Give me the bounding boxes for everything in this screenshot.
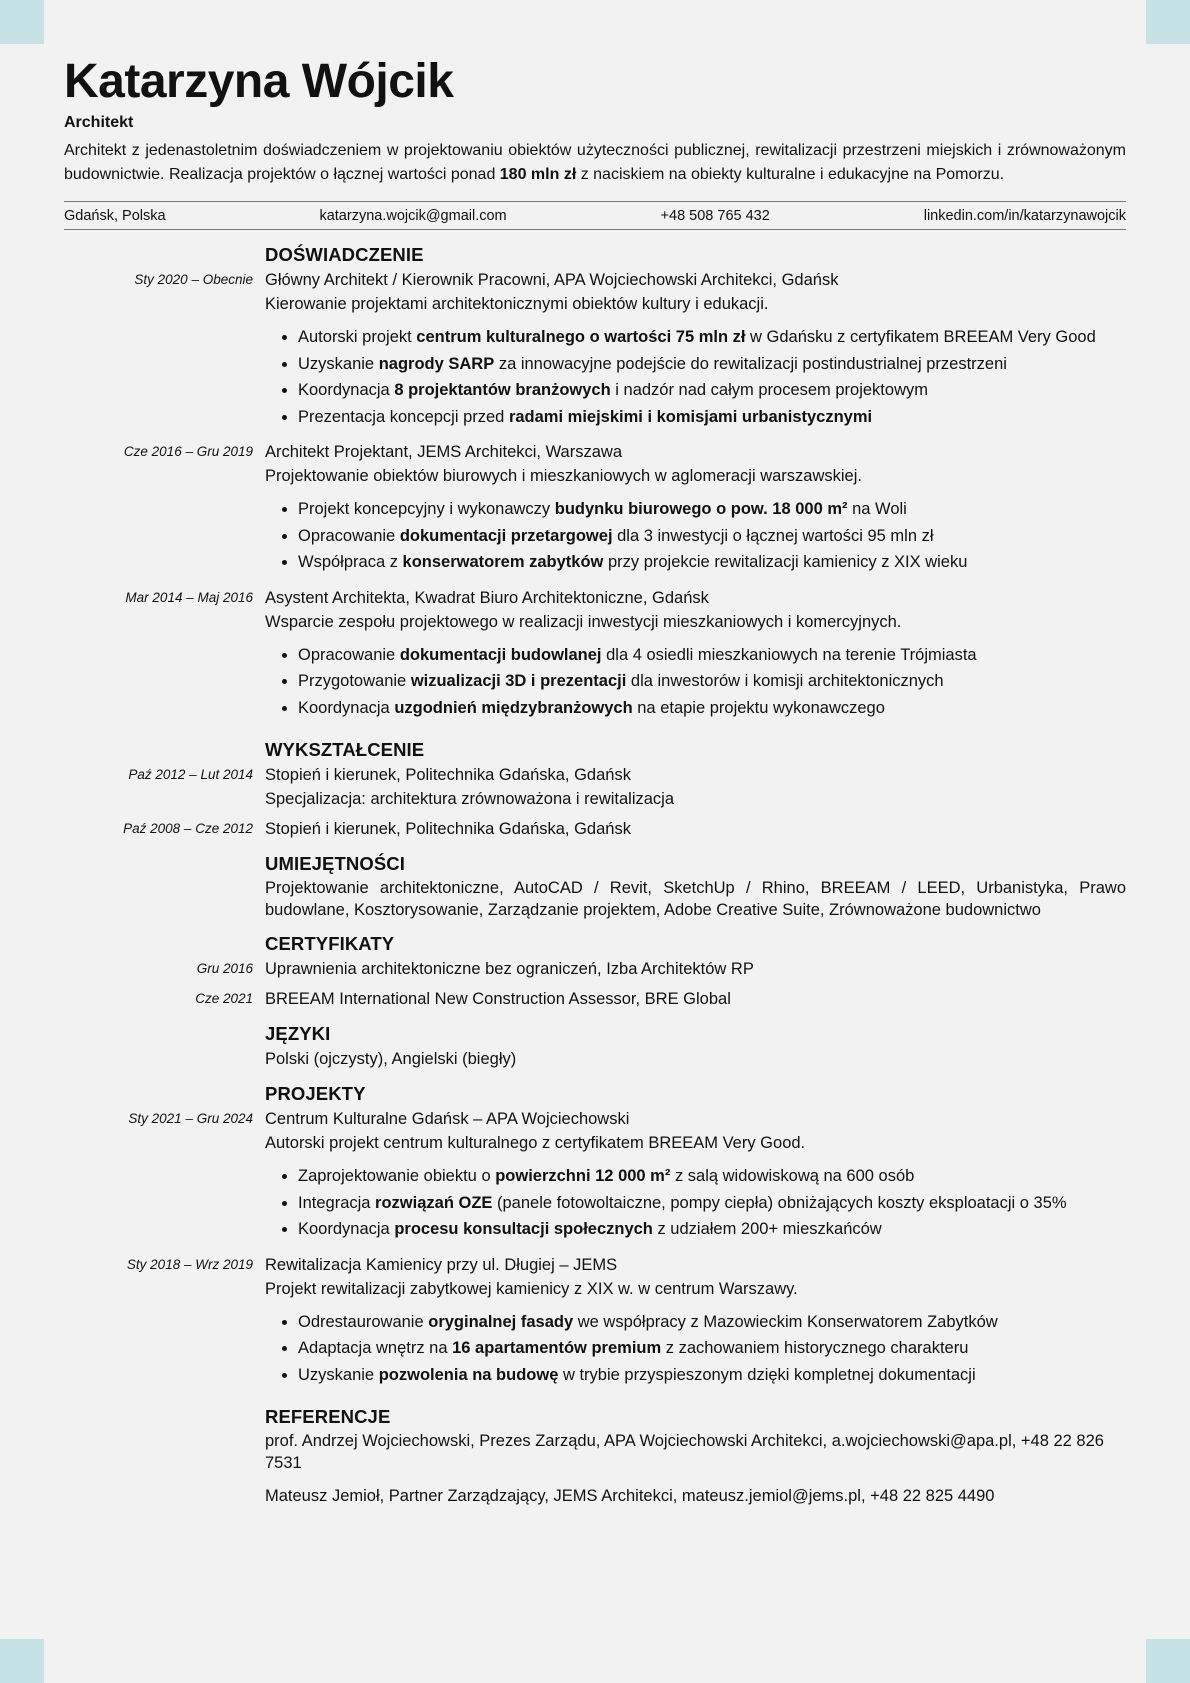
bullet-item [298,404,1126,431]
bullet-text: Integracja [298,1193,376,1212]
bullet-text-end: na Woli [847,500,907,518]
bullet-text-end: przy projekcie rewitalizacji kamienicy z XIX wieku [603,553,968,571]
skills-text: Projektowanie architektoniczne, AutoCAD / Revit, SketchUp / Rhino, BREEAM / LEED, Urbanistyka, Prawo budowlane, Kosztorysowanie, Zarządzanie projektem, Adobe Creative Suite, Zrównoważone budownictwo [265,879,1126,919]
candidate-role: Architekt [64,114,134,131]
entry-body [265,268,1126,434]
bullet-highlight: powierzchni 12 000 m² [495,1167,671,1185]
entry-body [265,586,1126,726]
bullet-highlight: radami miejskimi i komisjami urbanistycznymi [508,407,873,426]
entry-heading: Stopień i kierunek, Politechnika Gdańska, Gdańsk [265,820,631,838]
section-title: DOŚWIADCZENIE [265,244,424,265]
reference-item: prof. Andrzej Wojciechowski, Prezes Zarządu, APA Wojciechowski Architekci, a.wojciechowski@apa.pl, +48 22 826 7531 [265,1432,1104,1472]
list-item [64,763,1126,811]
entry-description: Projekt rewitalizacji zabytkowej kamienicy z XIX w. w centrum Warszawy. [265,1279,798,1298]
summary [64,139,1126,187]
bullet-item [298,1335,1126,1362]
entry-description: Kierowanie projektami architektonicznymi obiektów kultury i edukacji. [265,295,769,313]
list-item [64,268,1126,434]
section-languages [64,1021,1126,1071]
contact-phone[interactable]: +48 508 765 432 [660,207,770,224]
entry-date: Cze 2021 [195,991,253,1006]
bullet-text: Współpraca z [298,553,403,571]
bullet-highlight: 8 projektantów branżowych [394,381,611,399]
bullet-text: Odrestaurowanie [298,1312,429,1331]
bullet-highlight: oryginalnej fasady [428,1312,574,1331]
bullet-text-end: z udziałem 200+ mieszkańców [652,1220,882,1238]
list-item [64,817,1126,841]
entry-date: Cze 2016 – Gru 2019 [123,444,253,459]
section-references [64,1404,1126,1512]
bullet-text-end: z salą widowiskową na 600 osób [670,1167,915,1185]
bullet-text-end: (panele fotowoltaiczne, pompy ciepła) obniżających koszty eksploatacji o 35% [492,1193,1067,1212]
section-title: WYKSZTAŁCENIE [265,739,425,760]
entry-date: Mar 2014 – Maj 2016 [125,589,253,605]
bullet-item [298,695,1126,722]
bullet-item [298,496,1126,523]
entry-body [265,1107,1126,1247]
bullet-item [298,549,1126,576]
section-certificates [64,931,1126,1011]
entry-description: Projektowanie obiektów biurowych i mieszkaniowych w aglomeracji warszawskiej. [265,467,862,485]
contact-bar [64,201,1126,230]
entry-body [265,817,1126,841]
bullet-highlight: nagrody SARP [378,354,495,373]
bullet-text-end: w trybie przyspieszonym dzięki kompletnej dokumentacji [558,1365,976,1384]
entry-body [265,987,1126,1011]
bullet-text: Uzyskanie [298,354,379,373]
section-title: UMIEJĘTNOŚCI [265,853,405,874]
section-experience [64,242,1126,725]
corner-decoration-bottom-left [0,1639,44,1683]
entry-date: Sty 2020 – Obecnie [134,272,253,287]
bullet-text-end: za innowacyjne podejście do rewitalizacji postindustrialnej przestrzeni [494,354,1007,373]
list-item [64,957,1126,981]
bullet-text: Koordynacja [298,381,395,399]
section-title: PROJEKTY [265,1083,366,1104]
entry-heading: Centrum Kulturalne Gdańsk – APA Wojciechowski [265,1110,630,1128]
resume-page [64,52,1126,1522]
bullet-text-end: i nadzór nad całym procesem projektowym [610,381,928,399]
bullet-list [265,1163,1126,1243]
bullet-item [298,1216,1126,1243]
bullet-highlight: procesu konsultacji społecznych [394,1220,653,1238]
bullet-list [265,642,1126,722]
corner-decoration-bottom-right [1146,1639,1190,1683]
entry-heading: Główny Architekt / Kierownik Pracowni, APA Wojciechowski Architekci, Gdańsk [265,271,839,289]
bullet-text: Opracowanie [298,645,400,664]
list-item [64,586,1126,726]
bullet-item [298,351,1126,378]
bullet-highlight: dokumentacji przetargowej [399,526,613,545]
bullet-item [298,377,1126,404]
bullet-highlight: 16 apartamentów premium [452,1339,662,1357]
bullet-text: Koordynacja [298,1220,395,1238]
list-item [64,1430,1126,1479]
entry-description: Autorski projekt centrum kulturalnego z certyfikatem BREEAM Very Good. [265,1134,806,1152]
entry-text: BREEAM International New Construction Assessor, BRE Global [265,990,731,1008]
bullet-list [265,324,1126,430]
bullet-text: Przygotowanie [298,672,411,690]
bullet-list [265,496,1126,576]
entry-text: Uprawnienia architektoniczne bez ograniczeń, Izba Architektów RP [265,960,754,978]
bullet-text-end: dla 4 osiedli mieszkaniowych na terenie Trójmiasta [601,645,977,664]
bullet-highlight: uzgodnień międzybranżowych [394,698,633,717]
section-projects [64,1081,1126,1392]
list-item [64,987,1126,1011]
section-education [64,737,1126,841]
bullet-list [265,1309,1126,1389]
entry-date: Sty 2018 – Wrz 2019 [126,1256,253,1272]
summary-highlight: 180 mln zł [499,166,577,183]
bullet-item [298,668,1126,695]
list-item [64,1107,1126,1247]
reference-item: Mateusz Jemioł, Partner Zarządzający, JEMS Architekci, mateusz.jemiol@jems.pl, +48 22 825 4490 [265,1487,995,1505]
bullet-text: Koordynacja [298,698,395,717]
section-title: CERTYFIKATY [265,933,395,954]
bullet-text: Opracowanie [298,526,400,545]
bullet-text: Uzyskanie [298,1365,379,1384]
bullet-highlight: budynku biurowego o pow. 18 000 m² [554,500,848,518]
list-item [64,440,1126,580]
entry-heading: Stopień i kierunek, Politechnika Gdańska, Gdańsk [265,766,631,784]
summary-text: Architekt z jedenastoletnim doświadczeniem w projektowaniu obiektów użyteczności publicznej, rewitalizacji przestrzeni miejskich i zrównoważonym budownictwie. Realizacja projektów o łącznej wartości ponad [64,142,1126,183]
entry-description: Wsparcie zespołu projektowego w realizacji inwestycji mieszkaniowych i komercyjnych. [265,612,902,631]
entry-body [265,440,1126,580]
languages-text: Polski (ojczysty), Angielski (biegły) [265,1050,517,1068]
summary-text-end: z naciskiem na obiekty kulturalne i edukacyjne na Pomorzu. [576,166,1005,183]
bullet-item [298,1309,1126,1336]
entry-body [265,1253,1126,1393]
section-skills [64,851,1126,921]
bullet-item [298,1163,1126,1190]
bullet-highlight: dokumentacji budowlanej [399,645,602,664]
bullet-text-end: z zachowaniem historycznego charakteru [661,1339,969,1357]
bullet-item [298,523,1126,550]
entry-body [265,957,1126,981]
bullet-text-end: dla 3 inwestycji o łącznej wartości 95 mln zł [612,526,934,545]
corner-decoration-top-right [1146,0,1190,44]
candidate-name: Katarzyna Wójcik [64,55,454,108]
contact-linkedin[interactable]: linkedin.com/in/katarzynawojcik [923,207,1126,224]
bullet-text-end: dla inwestorów i komisji architektonicznych [626,672,944,690]
contact-location: Gdańsk, Polska [64,207,166,224]
bullet-text-end: we współpracy z Mazowieckim Konserwatorem Zabytków [573,1312,998,1331]
bullet-text: Zaprojektowanie obiektu o [298,1167,496,1185]
bullet-text: Prezentacja koncepcji przed [298,407,509,426]
entry-date: Sty 2021 – Gru 2024 [128,1111,253,1126]
bullet-item [298,324,1126,351]
bullet-text: Projekt koncepcyjny i wykonawczy [298,500,555,518]
bullet-text: Adaptacja wnętrz na [298,1339,453,1357]
bullet-highlight: pozwolenia na budowę [378,1365,559,1384]
bullet-text-end: na etapie projektu wykonawczego [632,698,885,717]
contact-email[interactable]: katarzyna.wojcik@gmail.com [319,207,507,224]
entry-date: Paź 2012 – Lut 2014 [128,767,253,782]
entry-heading: Rewitalizacja Kamienicy przy ul. Długiej – JEMS [265,1255,618,1274]
entry-date: Gru 2016 [196,961,253,976]
entry-date: Paź 2008 – Cze 2012 [123,821,253,836]
entry-description: Specjalizacja: architektura zrównoważona i rewitalizacja [265,790,675,808]
bullet-text: Autorski projekt [298,328,417,346]
corner-decoration-top-left [0,0,44,44]
bullet-highlight: rozwiązań OZE [375,1193,493,1212]
list-item [64,1485,1126,1512]
entry-body [265,763,1126,811]
bullet-highlight: centrum kulturalnego o wartości 75 mln zł [416,328,746,346]
list-item [64,1253,1126,1393]
bullet-highlight: konserwatorem zabytków [402,553,604,571]
section-title: REFERENCJE [265,1406,391,1427]
bullet-highlight: wizualizacji 3D i prezentacji [410,672,627,690]
section-title: JĘZYKI [265,1023,331,1044]
bullet-item [298,642,1126,669]
entry-heading: Asystent Architekta, Kwadrat Biuro Architektoniczne, Gdańsk [265,588,709,607]
bullet-text-end: w Gdańsku z certyfikatem BREEAM Very Good [745,328,1096,346]
bullet-item [298,1362,1126,1389]
entry-heading: Architekt Projektant, JEMS Architekci, Warszawa [265,443,622,461]
bullet-item [298,1190,1126,1217]
